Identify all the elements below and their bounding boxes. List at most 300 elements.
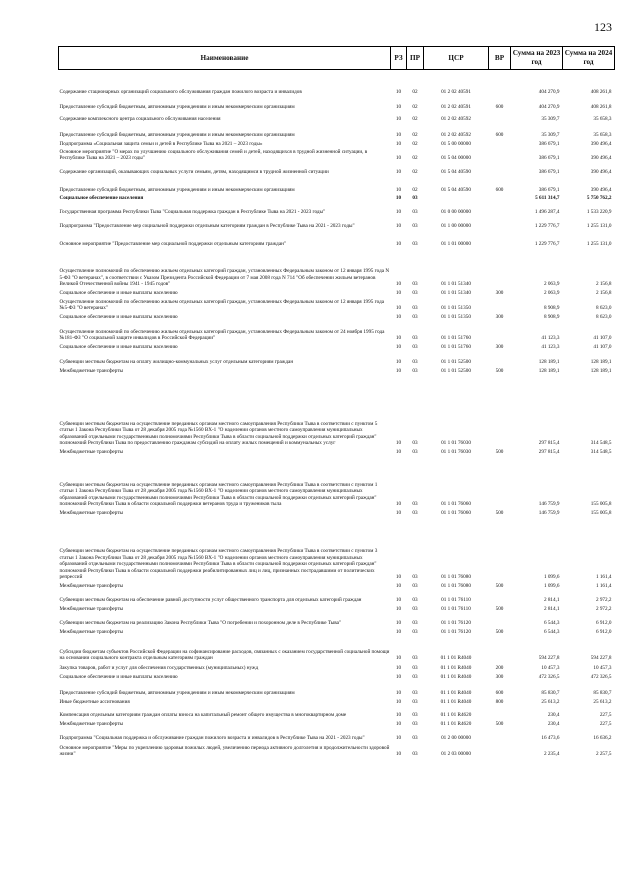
cell-pr: 03: [412, 281, 418, 288]
cell-sum-2024: 390 496,4: [590, 169, 612, 176]
table-row: [59, 375, 615, 447]
cell-sum-2023: 16 473,6: [541, 735, 560, 742]
table-row: [59, 706, 615, 719]
cell-pr: 03: [412, 368, 418, 375]
cell-vr: [489, 321, 511, 342]
table-row: [59, 728, 615, 742]
cell-name: Предоставление субсидий бюджетным, автономным учреждениям и иным некоммерческим организациям: [59, 187, 295, 194]
cell-vr: [489, 297, 511, 312]
cell-pr: 02: [412, 116, 418, 123]
cell-csr: 01 2 02 40591: [441, 89, 471, 96]
cell-sum-2024: 1 255 131,0: [586, 241, 612, 248]
cell-pr: 03: [412, 655, 418, 662]
cell-pr: 03: [412, 449, 418, 456]
cell-name: Основное мероприятие "О мерах по улучшению социального обслуживания семей и детей, находящихся в трудной жизненной ситуации, в Республике Тыва на 2021 – 2023 годы": [59, 148, 368, 162]
cell-rz: 10: [395, 449, 402, 456]
cell-rz: 10: [395, 712, 402, 719]
cell-sum-2024: 155 005,8: [590, 501, 612, 508]
cell-rz: 10: [395, 141, 402, 148]
cell-rz: 10: [395, 510, 402, 517]
cell-rz: 10: [395, 335, 402, 342]
table-row: [59, 613, 615, 627]
cell-sum-2023: 404 270,9: [538, 104, 560, 111]
cell-rz: 10: [395, 583, 402, 590]
cell-sum-2023: 230,4: [547, 721, 560, 728]
cell-sum-2024: 314 548,5: [590, 440, 612, 447]
cell-name: Субсидии бюджетам субъектов Российской Федерации на софинансирование расходов, связанных с оказанием государственной социальной помощи на основании социального контракта отдельным категориям граждан: [59, 648, 390, 662]
table-row: [59, 581, 615, 590]
cell-name: Субвенции местным бюджетам на осуществление переданных органам местного самоуправления Республики Тыва в соответствии с пунктом 1 статьи 1 Закона Республики Тыва от 28 декабря 2005 года №1560 ВХ-1 "О наделении органов местного самоуправления муниципальных образований отдельными государственными полномочиями Республики Тыва в области социальной поддержки отдельных категорий граждан" полномочий Республики Тыва в области социальной поддержки ветеранов труда и тружеников тыла: [59, 481, 378, 508]
cell-vr: [489, 590, 511, 604]
budget-table: [58, 46, 615, 758]
table-row: [59, 517, 615, 581]
cell-vr: [489, 351, 511, 366]
cell-sum-2024: 16 636,2: [593, 735, 612, 742]
cell-sum-2023: 297 815,4: [538, 440, 560, 447]
cell-pr: 02: [412, 169, 418, 176]
cell-csr: 01 5 04 40590: [441, 169, 471, 176]
cell-vr: [489, 706, 511, 719]
cell-rz: 10: [395, 281, 402, 288]
cell-sum-2024: 1 161,4: [595, 574, 612, 581]
header-csr: ЦСР: [424, 47, 489, 70]
cell-vr: [489, 230, 511, 248]
cell-pr: 03: [412, 335, 418, 342]
cell-rz: 10: [395, 104, 402, 111]
cell-pr: 03: [412, 699, 418, 706]
cell-name: Иные бюджетные ассигнования: [59, 699, 130, 706]
cell-rz: 10: [395, 241, 402, 248]
cell-rz: 10: [395, 440, 402, 447]
cell-sum-2024: 1 533 220,9: [586, 209, 612, 216]
cell-vr: [489, 636, 511, 662]
cell-rz: 10: [395, 606, 402, 613]
cell-sum-2023: 2 814,1: [543, 606, 560, 613]
table-row: [59, 342, 615, 351]
table-row: [59, 162, 615, 176]
cell-sum-2024: 227,5: [599, 721, 612, 728]
table-row: [59, 194, 615, 202]
cell-sum-2023: 6 544,3: [543, 620, 560, 627]
cell-sum-2024: 8 623,0: [595, 314, 612, 321]
cell-pr: 03: [412, 241, 418, 248]
cell-csr: 01 1 01 51760: [441, 335, 471, 342]
cell-name: Социальное обеспечение населения: [59, 195, 144, 202]
cell-vr: 500: [495, 606, 504, 613]
cell-pr: 03: [412, 665, 418, 672]
cell-csr: 01 1 01 76060: [441, 501, 471, 508]
cell-rz: 10: [395, 501, 402, 508]
cell-vr: 600: [495, 104, 504, 111]
cell-name: Межбюджетные трансферты: [59, 510, 124, 517]
cell-csr: 01 5 04 40590: [441, 187, 471, 194]
cell-csr: [424, 194, 489, 202]
cell-rz: 10: [395, 344, 402, 351]
header-rz: РЗ: [391, 47, 407, 70]
cell-rz: 10: [395, 169, 402, 176]
cell-csr: 01 1 01 51340: [441, 281, 471, 288]
cell-vr: [489, 742, 511, 758]
cell-vr: [489, 517, 511, 581]
cell-sum-2024: 408 261,8: [590, 104, 612, 111]
header-sum-2024: Сумма на 2024 год: [563, 47, 615, 70]
cell-vr: 300: [495, 314, 504, 321]
cell-name: Межбюджетные трансферты: [59, 629, 124, 636]
cell-csr: 01 1 01 00000: [441, 241, 471, 248]
table-row: [59, 742, 615, 758]
cell-name: Осуществление полномочий по обеспечению жильем отдельных категорий граждан, установленных Федеральным законом от 12 января 1995 года N 5-ФЗ "О ветеранах", в соответствии с Указом Президента Российской Федерации от 7 мая 2008 года N 714 "Об обеспечении жильем ветеранов Великой Отечественной войны 1941 - 1945 годов": [59, 268, 390, 288]
cell-csr: 01 1 01 R4040: [440, 655, 472, 662]
cell-name: Содержание комплексного центра социального обслуживания населения: [59, 116, 221, 123]
cell-csr: 01 1 01 76030: [441, 449, 471, 456]
cell-sum-2023: 146 759,9: [538, 510, 560, 517]
cell-name: Социальное обеспечение и иные выплаты населению: [59, 674, 178, 681]
cell-sum-2023: 386 679,1: [538, 187, 560, 194]
cell-pr: 03: [412, 690, 418, 697]
cell-sum-2024: 2 156,8: [595, 281, 612, 288]
cell-sum-2023: 10 457,3: [541, 665, 560, 672]
table-row: [59, 681, 615, 697]
cell-sum-2023: 386 679,1: [538, 155, 560, 162]
cell-sum-2023: 2 063,9: [543, 281, 560, 288]
cell-csr: 01 2 02 40592: [441, 132, 471, 139]
cell-pr: 03: [412, 359, 418, 366]
cell-name: Межбюджетные трансферты: [59, 368, 124, 375]
cell-csr: 01 2 03 00000: [441, 751, 471, 758]
cell-sum-2024: 35 658,3: [593, 116, 612, 123]
page-number: 123: [594, 20, 612, 34]
table-row: [59, 604, 615, 613]
table-row: [59, 447, 615, 456]
cell-csr: 01 1 01 51350: [441, 305, 471, 312]
cell-sum-2024: 6 912,0: [595, 629, 612, 636]
cell-pr: 03: [412, 501, 418, 508]
cell-name: Подпрограмма "Социальная поддержка и обслуживание граждан пожилого возраста и инвалидов в Республике Тыва на 2021 - 2023 годы": [59, 735, 365, 742]
cell-name: Предоставление субсидий бюджетным, автономным учреждениям и иным некоммерческим организациям: [59, 690, 295, 697]
cell-csr: 01 2 02 40591: [441, 104, 471, 111]
cell-csr: 01 2 00 00000: [441, 735, 471, 742]
cell-rz: 10: [395, 597, 402, 604]
cell-pr: 02: [412, 132, 418, 139]
cell-csr: 01 1 01 R4620: [440, 721, 472, 728]
cell-sum-2024: 408 261,8: [590, 89, 612, 96]
cell-vr: 500: [495, 510, 504, 517]
cell-pr: 02: [412, 187, 418, 194]
cell-name: Субвенции местным бюджетам на осуществление переданных органам местного самоуправления Республики Тыва в соответствии с пунктом 5 статьи 1 Закона Республики Тыва от 28 декабря 2005 года №1560 ВХ-1 "О наделении органов местного самоуправления муниципальных образований отдельными государственными полномочиями Республики Тыва в области социальной поддержки отдельных категорий граждан" полномочий Республики Тыва по предоставлению гражданам субсидий на оплату жилых помещений и коммунальных услуг: [59, 420, 378, 447]
cell-sum-2023: 2 063,9: [543, 290, 560, 297]
cell-pr: 03: [412, 735, 418, 742]
table-row: [59, 216, 615, 230]
table-row: [59, 672, 615, 681]
cell-vr: 500: [495, 583, 504, 590]
cell-csr: 01 1 01 51760: [441, 344, 471, 351]
cell-sum-2023: 85 830,7: [541, 690, 560, 697]
cell-csr: 01 1 01 51340: [441, 290, 471, 297]
cell-name: Закупка товаров, работ и услуг для обеспечения государственных (муниципальных) нужд: [59, 665, 259, 672]
cell-vr: 300: [495, 290, 504, 297]
cell-csr: 01 0 00 00000: [441, 209, 471, 216]
cell-sum-2024: 1 161,4: [595, 583, 612, 590]
cell-pr: 03: [412, 712, 418, 719]
table-row: [59, 508, 615, 517]
table-row: [59, 139, 615, 148]
header-name: Наименование: [59, 47, 391, 70]
cell-sum-2024: 2 972,2: [595, 606, 612, 613]
cell-pr: 03: [412, 344, 418, 351]
table-row: [59, 456, 615, 508]
cell-vr: 600: [495, 132, 504, 139]
cell-rz: 10: [395, 132, 402, 139]
cell-name: Основное мероприятие "Меры по укреплению здоровья пожилых людей, увеличению периода активного долголетия и продолжительности здоровой жизни": [59, 744, 390, 758]
cell-csr: 01 5 00 00000: [441, 141, 471, 148]
cell-csr: 01 5 04 00000: [441, 155, 471, 162]
table-row: [59, 176, 615, 194]
table-row: [59, 697, 615, 706]
cell-name: Подпрограмма "Предоставление мер социальной поддержки отдельным категориям граждан в Республике Тыва на 2021 - 2023 годы": [59, 223, 355, 230]
cell-pr: 03: [412, 574, 418, 581]
cell-sum-2024: 6 912,0: [595, 620, 612, 627]
cell-vr: [489, 162, 511, 176]
cell-sum-2024: 594 227,8: [590, 655, 612, 662]
cell-vr: 300: [495, 344, 504, 351]
table-header-row: [59, 47, 615, 70]
cell-sum-2023: 128 189,1: [538, 359, 560, 366]
header-pr: ПР: [407, 47, 424, 70]
table-row: [59, 321, 615, 342]
cell-sum-2024: 155 005,8: [590, 510, 612, 517]
cell-rz: 10: [395, 187, 402, 194]
cell-sum-2023: 41 123,3: [541, 344, 560, 351]
cell-name: Подпрограмма «Социальная защита семьи и детей в Республике Тыва на 2021 – 2023 годы»: [59, 141, 263, 148]
cell-sum-2024: 2 972,2: [595, 597, 612, 604]
cell-pr: 02: [412, 89, 418, 96]
cell-sum-2024: 390 496,4: [590, 141, 612, 148]
cell-sum-2023: 8 908,9: [543, 314, 560, 321]
cell-sum-2023: 6 544,3: [543, 629, 560, 636]
cell-sum-2023: 297 815,4: [538, 449, 560, 456]
cell-name: Субвенции местным бюджетам на обеспечение равной доступности услуг общественного транспорта для отдельных категорий граждан: [59, 597, 362, 604]
cell-csr: 01 1 01 76110: [441, 606, 471, 613]
cell-name: Межбюджетные трансферты: [59, 449, 124, 456]
cell-sum-2024: 2 257,5: [595, 751, 612, 758]
table-row: [59, 366, 615, 375]
cell-pr: 03: [412, 209, 418, 216]
cell-name: Межбюджетные трансферты: [59, 583, 124, 590]
cell-name: Компенсация отдельным категориям граждан оплаты взноса на капитальный ремонт общего имущества в многоквартирном доме: [59, 712, 347, 719]
cell-sum-2024: 5 750 762,2: [586, 195, 612, 202]
cell-csr: 01 1 01 76060: [441, 510, 471, 517]
cell-csr: 01 1 01 R4040: [440, 690, 472, 697]
cell-name: Государственная программа Республики Тыва "Социальная поддержка граждан в Республике Тыва на 2021 - 2023 годы": [59, 209, 326, 216]
cell-pr: 03: [412, 751, 418, 758]
cell-pr: 03: [412, 620, 418, 627]
cell-name: Предоставление субсидий бюджетным, автономным учреждениям и иным некоммерческим организациям: [59, 104, 295, 111]
cell-name: Социальное обеспечение и иные выплаты населению: [59, 344, 178, 351]
cell-csr: 01 1 01 52500: [441, 359, 471, 366]
cell-rz: 10: [395, 574, 402, 581]
cell-sum-2023: 1 099,6: [543, 574, 560, 581]
cell-pr: 02: [412, 155, 418, 162]
cell-vr: [489, 375, 511, 447]
cell-rz: 10: [395, 690, 402, 697]
cell-sum-2023: 1 229 776,7: [534, 223, 560, 230]
cell-rz: 10: [395, 699, 402, 706]
cell-vr: 600: [495, 690, 504, 697]
cell-vr: [489, 139, 511, 148]
cell-sum-2024: 25 613,2: [593, 699, 612, 706]
cell-sum-2023: 35 309,7: [541, 132, 560, 139]
cell-pr: 03: [412, 721, 418, 728]
cell-sum-2023: 1 099,6: [543, 583, 560, 590]
table-row: [59, 627, 615, 636]
cell-csr: 01 1 01 76110: [441, 597, 471, 604]
table-row: [59, 662, 615, 672]
cell-rz: 10: [395, 655, 402, 662]
cell-rz: 10: [395, 290, 402, 297]
cell-vr: 500: [495, 368, 504, 375]
cell-rz: 10: [395, 359, 402, 366]
cell-name: Межбюджетные трансферты: [59, 721, 124, 728]
cell-vr: 500: [495, 449, 504, 456]
cell-sum-2023: 230,4: [547, 712, 560, 719]
cell-sum-2024: 128 189,1: [590, 359, 612, 366]
cell-rz: 10: [395, 155, 402, 162]
table-row: [59, 719, 615, 728]
cell-vr: [489, 216, 511, 230]
cell-pr: 03: [412, 290, 418, 297]
cell-sum-2024: 314 548,5: [590, 449, 612, 456]
cell-rz: 10: [395, 305, 402, 312]
cell-rz: 10: [395, 735, 402, 742]
cell-name: Социальное обеспечение и иные выплаты населению: [59, 314, 178, 321]
cell-rz: 10: [395, 209, 402, 216]
cell-name: Содержание организаций, оказывающих социальных услуги семьям, детям, находящимся в трудной жизненной ситуации: [59, 169, 329, 176]
cell-rz: 10: [395, 674, 402, 681]
cell-vr: 300: [495, 674, 504, 681]
cell-sum-2024: 35 658,3: [593, 132, 612, 139]
cell-rz: 10: [395, 116, 402, 123]
cell-rz: 10: [395, 89, 402, 96]
cell-rz: 10: [395, 368, 402, 375]
cell-name: Субвенции местным бюджетам на реализацию Закона Республики Тыва "О погребении и похоронном деле в Республике Тыва": [59, 620, 342, 627]
table-row: [59, 312, 615, 321]
cell-sum-2024: 472 326,5: [590, 674, 612, 681]
cell-pr: 02: [412, 141, 418, 148]
cell-sum-2024: 1 255 131,0: [586, 223, 612, 230]
cell-csr: 01 1 01 R4040: [440, 674, 472, 681]
cell-csr: 01 2 02 40592: [441, 116, 471, 123]
cell-csr: 01 1 01 76120: [441, 620, 471, 627]
cell-sum-2023: 41 123,3: [541, 335, 560, 342]
cell-pr: 03: [412, 510, 418, 517]
cell-sum-2023: 128 189,1: [538, 368, 560, 375]
cell-name: Межбюджетные трансферты: [59, 606, 124, 613]
cell-rz: 10: [395, 751, 402, 758]
cell-pr: 03: [412, 195, 418, 202]
table-row: [59, 96, 615, 111]
header-sum-2023: Сумма на 2023 год: [511, 47, 563, 70]
cell-csr: 01 1 01 52500: [441, 368, 471, 375]
cell-name: Осуществление полномочий по обеспечению жильем отдельных категорий граждан, установленных Федеральным законом от 24 ноября 1995 года №181-ФЗ "О социальной защите инвалидов в Российской Федерации": [59, 328, 385, 342]
cell-sum-2024: 128 189,1: [590, 368, 612, 375]
cell-vr: [489, 202, 511, 216]
table-row: [59, 297, 615, 312]
cell-sum-2024: 2 156,8: [595, 290, 612, 297]
cell-pr: 03: [412, 440, 418, 447]
cell-name: Содержание стационарных организаций социального обслуживания граждан пожилого возраста и инвалидов: [59, 89, 302, 96]
cell-sum-2023: 35 309,7: [541, 116, 560, 123]
cell-csr: 01 1 00 00000: [441, 223, 471, 230]
cell-sum-2023: 386 679,1: [538, 169, 560, 176]
cell-pr: 03: [412, 629, 418, 636]
cell-pr: 02: [412, 104, 418, 111]
cell-vr: 500: [495, 721, 504, 728]
cell-sum-2023: 146 759,9: [538, 501, 560, 508]
cell-rz: 10: [395, 195, 402, 202]
cell-name: Субвенции местным бюджетам на осуществление переданных органам местного самоуправления Республики Тыва в соответствии с пунктом 3 статьи 1 Закона Республики Тыва от 28 декабря 2005 года №1560 ВХ-1 "О наделении органов местного самоуправления муниципальных образований отдельными государственными полномочиями Республики Тыва в области социальной поддержки отдельных категорий граждан" полномочий Республики Тыва в области социальной поддержки реабилитированных лиц и лиц, признанных пострадавшими от политических репрессий: [59, 548, 378, 581]
table-row: [59, 123, 615, 139]
cell-name: Социальное обеспечение и иные выплаты населению: [59, 290, 178, 297]
cell-vr: 600: [495, 187, 504, 194]
cell-sum-2024: 85 830,7: [593, 690, 612, 697]
cell-pr: 03: [412, 674, 418, 681]
cell-vr: [489, 456, 511, 508]
cell-vr: [489, 728, 511, 742]
cell-rz: 10: [395, 223, 402, 230]
cell-rz: 10: [395, 620, 402, 627]
table-row: [59, 351, 615, 366]
table-row: [59, 70, 615, 96]
cell-csr: 01 1 01 R4040: [440, 699, 472, 706]
cell-vr: [489, 111, 511, 123]
table-row: [59, 111, 615, 123]
cell-vr: [489, 148, 511, 162]
cell-vr: [489, 248, 511, 288]
cell-name: Основное мероприятие "Предоставление мер социальной поддержки отдельным категориям граждан": [59, 241, 287, 248]
cell-sum-2023: 386 679,1: [538, 141, 560, 148]
cell-name: Субвенции местным бюджетам на оплату жилищно-коммунальных услуг отдельным категориям граждан: [59, 359, 294, 366]
cell-rz: 10: [395, 665, 402, 672]
cell-csr: 01 1 01 R4040: [440, 665, 472, 672]
cell-sum-2023: 1 496 287,4: [534, 209, 560, 216]
cell-vr: [489, 194, 511, 202]
cell-sum-2023: 404 270,9: [538, 89, 560, 96]
cell-csr: 01 1 01 76080: [441, 583, 471, 590]
cell-vr: [489, 70, 511, 96]
table-row: [59, 590, 615, 604]
cell-vr: [489, 613, 511, 627]
cell-sum-2023: 5 611 314,7: [535, 195, 560, 202]
cell-sum-2023: 2 235,4: [543, 751, 560, 758]
cell-sum-2024: 41 107,0: [593, 335, 612, 342]
cell-vr: 500: [495, 629, 504, 636]
cell-csr: 01 1 01 76030: [441, 440, 471, 447]
cell-pr: 03: [412, 223, 418, 230]
cell-sum-2024: 390 496,4: [590, 187, 612, 194]
cell-sum-2024: 390 496,4: [590, 155, 612, 162]
cell-rz: 10: [395, 721, 402, 728]
table-row: [59, 230, 615, 248]
cell-sum-2024: 8 623,0: [595, 305, 612, 312]
cell-vr: 800: [495, 699, 504, 706]
cell-pr: 03: [412, 314, 418, 321]
cell-sum-2024: 41 107,0: [593, 344, 612, 351]
cell-sum-2023: 25 613,2: [541, 699, 560, 706]
cell-sum-2023: 8 908,9: [543, 305, 560, 312]
table-row: [59, 248, 615, 288]
cell-sum-2024: 10 457,3: [593, 665, 612, 672]
cell-pr: 03: [412, 597, 418, 604]
